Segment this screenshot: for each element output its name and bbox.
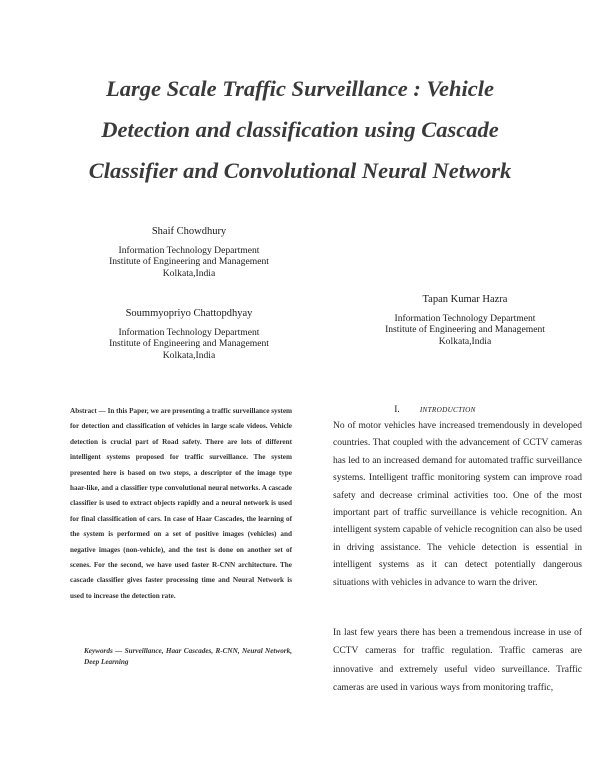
- section-number: I.: [394, 405, 400, 415]
- section-heading: [310, 405, 560, 415]
- abstract: [70, 404, 292, 604]
- author-institute: Institute of Engineering and Management: [109, 338, 269, 349]
- author-location: Kolkata,India: [438, 335, 492, 347]
- abstract-label: Abstract —: [70, 407, 106, 415]
- author-block-2: [99, 308, 279, 361]
- author-name: Shaif Chowdhury: [151, 226, 227, 237]
- author-institute: Institute of Engineering and Management: [385, 324, 545, 335]
- author-location: Kolkata,India: [162, 267, 216, 279]
- title-line-3: Classifier and Convolutional Neural Network: [88, 158, 512, 183]
- author-name: Tapan Kumar Hazra: [422, 294, 508, 305]
- author-department: Information Technology Department: [118, 326, 260, 338]
- intro-paragraph-1: No of motor vehicles have increased tremendously in developed countries. That coupled with the advancement of CCTV cameras has led to an increased demand for automated traffic surveillance systems. Intelligent traffic monitoring system can improve road safety and decrease criminal activities too. One of the most important part of traffic surveillance is vehicle recognition. An intelligent system capable of vehicle recognition can also be used in driving assistance. The vehicle detection is essential in intelligent systems as it can detect potentially dangerous situations with vehicles in advance to warn the driver.: [333, 421, 582, 588]
- author-location: Kolkata,India: [162, 349, 216, 361]
- title-line-2: Detection and classification using Cascade: [101, 117, 499, 142]
- intro-paragraph-2: In last few years there has been a tremendous increase in use of CCTV cameras for traffic regulation. Traffic cameras are innovative and extremely useful video surveillance. Traffic cameras are used in various ways from monitoring traffic,: [333, 628, 582, 694]
- keywords: Keywords — Surveillance, Haar Cascades, R-CNN, Neural Network, Deep Learning: [84, 647, 292, 666]
- author-department: Information Technology Department: [394, 312, 536, 324]
- abstract-text: In this Paper, we are presenting a traffic surveillance system for detection and classification of vehicles in large scale videos. Vehicle detection is crucial part of Road safety. There are lots of different intelligent systems proposed for traffic surveillance. The system presented here is based on two steps, a descriptor of the image type haar-like, and a classifier type convolutional neural networks. A cascade classifier is used to extract objects rapidly and a neural network is used for final classification of cars. In case of Haar Cascades, the learning of the system is performed on a set of positive images (vehicles) and negative images (non-vehicle), and the test is done on another set of scenes. For the second, we have used faster R-CNN architecture. The cascade classifier gives faster processing time and Neural Network is used to increase the detection rate.: [70, 407, 292, 600]
- paper-title: [40, 68, 560, 191]
- author-institute: Institute of Engineering and Management: [109, 256, 269, 267]
- title-line-1: Large Scale Traffic Surveillance : Vehicle: [105, 76, 495, 101]
- author-name: Soummyopriyo Chattopdhyay: [125, 308, 253, 319]
- author-department: Information Technology Department: [118, 244, 260, 256]
- author-block-3: [365, 294, 565, 347]
- author-block-1: [99, 226, 279, 279]
- section-title: INTRODUCTION: [419, 406, 476, 414]
